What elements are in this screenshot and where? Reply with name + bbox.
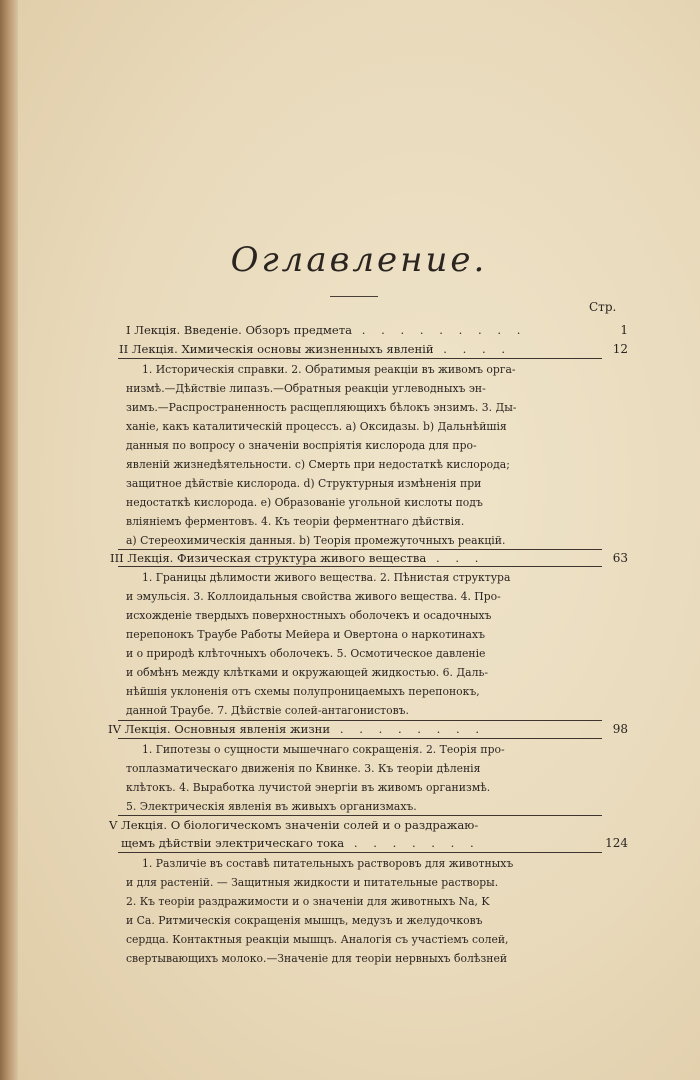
page-column-header: Стр. — [589, 300, 617, 314]
toc-heading-lecture-5 — [109, 818, 478, 833]
toc-body-line: клѣтокъ. 4. Выработка лучистой энергіи въ живомъ организмѣ. — [126, 781, 491, 794]
section-divider — [118, 358, 602, 359]
toc-body-line: явленій жизнедѣятельности. c) Смерть при недостаткѣ кислорода; — [126, 458, 510, 471]
title-underline — [330, 296, 378, 297]
toc-heading-lecture-2 — [119, 342, 511, 357]
toc-body-line: исхожденіе твердыхъ поверхностныхъ оболочекъ и осадочныхъ — [126, 609, 492, 622]
toc-body-line: недостаткѣ кислорода. e) Образованіе угольной кислоты подъ — [126, 496, 483, 509]
toc-heading-text: III Лекція. Физическая структура живого вещества — [110, 551, 427, 565]
toc-body-line: сердца. Контактныя реакціи мышцъ. Аналогія съ участіемъ солей, — [126, 933, 509, 946]
page-title: Оглавление. — [230, 240, 488, 280]
toc-body-line: и Ca. Ритмическія сокращенія мышцъ, медузъ и желудочковъ — [126, 914, 483, 927]
toc-body-line: данныя по вопросу о значеніи воспріятія кислорода для про- — [126, 439, 477, 452]
toc-body-line: зимъ.—Распространенность расщепляющихъ бѣлокъ энзимъ. 3. Ды- — [126, 401, 517, 414]
toc-body-line: перепонокъ Траубе Работы Мейера и Овертона о наркотинахъ — [126, 628, 485, 641]
toc-heading-text: I Лекція. Введеніе. Обзоръ предмета — [126, 323, 353, 337]
toc-heading-lecture-3 — [110, 551, 484, 566]
toc-body-line: a) Стереохимическія данныя. b) Теорія промежуточныхъ реакцій. — [126, 534, 506, 547]
toc-body-line: 1. Историческія справки. 2. Обратимыя реакціи въ живомъ орга- — [142, 363, 516, 376]
toc-body-line: защитное дѣйствіе кислорода. d) Структурныя измѣненія при — [126, 477, 482, 490]
toc-body-line: 5. Электрическія явленія въ живыхъ организмахъ. — [126, 800, 417, 813]
toc-body-line: топлазматическаго движенія по Квинке. 3. Къ теоріи дѣленія — [126, 762, 481, 775]
leader-dots: . . . — [426, 551, 485, 565]
toc-page-number: 124 — [605, 836, 628, 850]
toc-heading-text: щемъ дѣйствіи электрическаго тока — [121, 836, 345, 850]
toc-body-line: нѣйшія уклоненія отъ схемы полупроницаемыхъ перепонокъ, — [126, 685, 480, 698]
toc-heading-text: II Лекція. Химическія основы жизненныхъ явленій — [119, 342, 434, 356]
toc-heading-lecture-4 — [108, 722, 485, 737]
toc-page-number: 12 — [612, 342, 628, 356]
toc-heading-text: V Лекція. О біологическомъ значеніи солей и о раздражаю- — [109, 818, 479, 832]
leader-dots: . . . . . . . — [344, 836, 480, 850]
toc-heading-text: IV Лекція. Основныя явленія жизни — [108, 722, 331, 736]
section-divider — [118, 549, 602, 550]
leader-dots: . . . . . . . . — [330, 722, 486, 736]
leader-dots: . . . . . . . . . — [352, 323, 527, 337]
toc-body-line: 2. Къ теоріи раздражимости и о значеніи для животныхъ Na, K — [126, 895, 490, 908]
toc-heading-lecture-1 — [126, 323, 526, 338]
toc-body-line: и о природѣ клѣточныхъ оболочекъ. 5. Осмотическое давленіе — [126, 647, 486, 660]
toc-body-line: и обмѣнъ между клѣтками и окружающей жидкостью. 6. Даль- — [126, 666, 488, 679]
section-divider — [118, 852, 602, 853]
toc-body-line: низмѣ.—Дѣйствіе липазъ.—Обратныя реакціи углеводныхъ эн- — [126, 382, 486, 395]
toc-heading-lecture-5-cont — [121, 836, 480, 851]
section-divider — [118, 720, 602, 721]
toc-body-line: 1. Гипотезы о сущности мышечнаго сокращенія. 2. Теорія про- — [142, 743, 505, 756]
toc-body-line: 1. Различіе въ составѣ питательныхъ растворовъ для животныхъ — [142, 857, 514, 870]
section-divider — [118, 738, 602, 739]
toc-body-line: и для растеній. — Защитныя жидкости и питательные растворы. — [126, 876, 499, 889]
toc-body-line: и эмульсія. 3. Коллоидальныя свойства живого вещества. 4. Про- — [126, 590, 501, 603]
toc-body-line: 1. Границы дѣлимости живого вещества. 2. Пѣнистая структура — [142, 571, 511, 584]
section-divider — [118, 815, 602, 816]
toc-page-number: 1 — [620, 323, 628, 337]
toc-page-number: 63 — [612, 551, 628, 565]
leader-dots: . . . . — [433, 342, 512, 356]
toc-body-line: свертывающихъ молоко.—Значеніе для теоріи нервныхъ болѣзней — [126, 952, 508, 965]
toc-body-line: ханіе, какъ каталитическій процессъ. a) Оксидазы. b) Дальнѣйшія — [126, 420, 507, 433]
toc-body-line: вліяніемъ ферментовъ. 4. Къ теоріи ферментнаго дѣйствія. — [126, 515, 465, 528]
book-page — [18, 0, 700, 1080]
toc-page-number: 98 — [612, 722, 628, 736]
section-divider — [118, 566, 602, 567]
toc-body-line: данной Траубе. 7. Дѣйствіе солей-антагонистовъ. — [126, 704, 409, 717]
